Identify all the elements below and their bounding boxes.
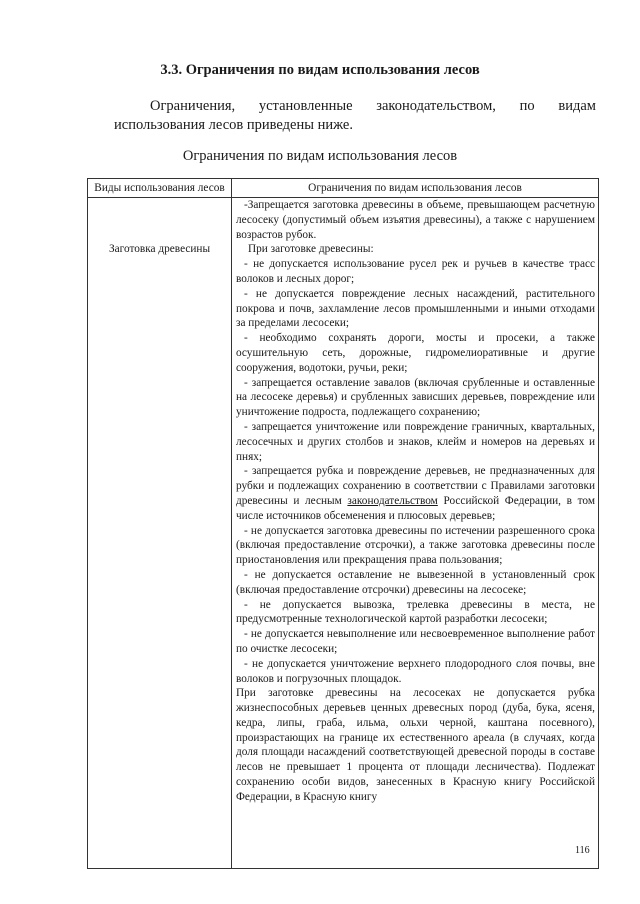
restriction-paragraph: [236, 464, 595, 523]
restriction-paragraph: - не допускается оставление не вывезенной в установленный срок (включая предоставление отсрочки) древесины на лесосеке;: [236, 568, 595, 596]
restriction-paragraph: - не допускается заготовка древесины по истечении разрешенного срока (включая предоставление отсрочки), а также заготовка древесины после приостановления или прекращения права пользования;: [236, 524, 595, 567]
restriction-paragraph: - запрещается уничтожение или повреждение граничных, квартальных, лесосечных и других столбов и знаков, клейм и номеров на деревьях и пнях;: [236, 420, 595, 463]
restriction-paragraph: При заготовке древесины на лесосеках не допускается рубка жизнеспособных деревьев ценных древесных пород (дуба, бука, ясеня, кедра, липы, граба, ильма, ольхи черной, каштана посевного), произрастающих на границе их естественного ареала (в случаях, когда доля площади насаждений соответствующей древесной породы в составе лесов не превышает 1 процента от площади лесничества). Подлежат сохранению особи видов, занесенных в Красную книгу Российской Федерации, в Красную книгу: [236, 687, 595, 803]
intro-word: установленные: [258, 98, 353, 114]
restriction-text: Российской Федерации, в том числе источников обсеменения и плюсовых деревьев;: [236, 494, 595, 522]
table-caption: Ограничения по видам использования лесов: [182, 148, 458, 164]
intro-word: видам: [558, 98, 596, 114]
intro-word: Ограничения,: [150, 98, 236, 114]
restriction-paragraph: - необходимо сохранять дороги, мосты и просеки, а также осушительную сеть, дорожные, гидромелиоративные и другие сооружения, водотоки, ручьи, реки;: [236, 332, 595, 374]
header-usage-kind: Виды использования лесов: [88, 179, 232, 198]
restriction-paragraph: -Запрещается заготовка древесины в объеме, превышающем расчетную лесосеку (допустимый объем изъятия древесины), а также с нарушением возрастов рубок.: [236, 199, 595, 241]
restriction-paragraph: - запрещается оставление завалов (включая срубленные и оставленные на лесосеке деревья) и срубленных зависших деревьев, повреждение или уничтожение подроста, подлежащего сохранению;: [236, 376, 595, 419]
restriction-paragraph: - не допускается повреждение лесных насаждений, растительного покрова и почв, захламление лесов промышленными и иными отходами за пределами лесосеки;: [236, 287, 595, 330]
page-number: 116: [575, 845, 590, 856]
intro-line-1: [114, 97, 596, 116]
section-heading: 3.3. Ограничения по видам использования лесов: [160, 62, 480, 78]
restriction-paragraph: - не допускается невыполнение или несвоевременное выполнение работ по очистке лесосеки;: [236, 628, 595, 655]
restrictions-cell: [232, 198, 599, 869]
restriction-paragraph: - не допускается использование русел рек и ручьев в качестве трасс волоков и лесных дорог;: [236, 258, 595, 285]
intro-line-2: использования лесов приведены ниже.: [114, 117, 353, 133]
table-row: [88, 198, 599, 869]
intro-paragraph: [114, 97, 596, 135]
intro-word: по: [519, 98, 535, 114]
legislation-link[interactable]: законодательством: [347, 494, 438, 507]
restriction-paragraph: - не допускается вывозка, трелевка древесины в места, не предусмотренные технологической картой разработки лесосеки;: [236, 598, 595, 626]
restriction-text: - запрещается рубка и повреждение деревьев, не предназначенных для рубки и подлежащих сохранению в соответствии с Правилами заготовки древесины и лесным: [236, 465, 595, 507]
table-header-row: [88, 179, 599, 198]
restriction-paragraph: - не допускается уничтожение верхнего плодородного слоя почвы, вне волоков и погрузочных площадок.: [236, 657, 595, 685]
restriction-paragraph: При заготовке древесины:: [248, 243, 374, 256]
header-restrictions: Ограничения по видам использования лесов: [232, 179, 599, 198]
intro-word: законодательством,: [376, 98, 496, 114]
restrictions-table: [87, 178, 599, 869]
usage-kind-cell: Заготовка древесины: [88, 198, 232, 869]
